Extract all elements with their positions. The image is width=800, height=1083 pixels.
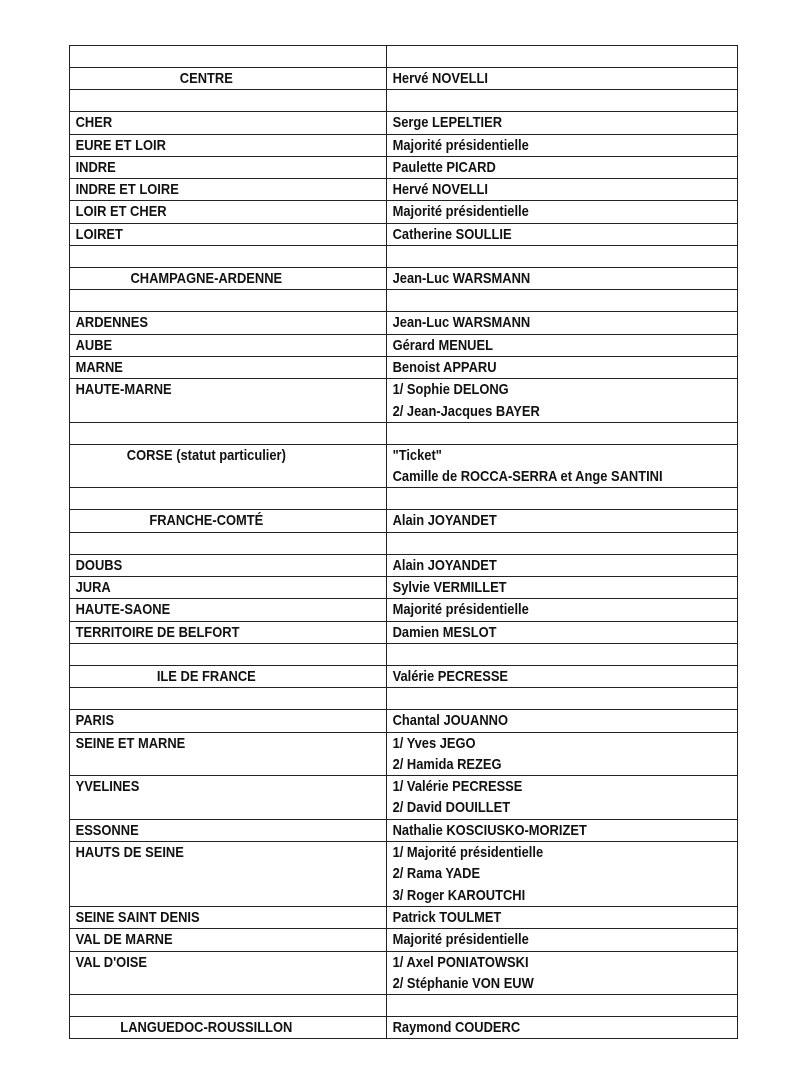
candidate-cell [387,929,689,951]
region-row [70,1017,738,1039]
candidate-cell [387,334,689,356]
blank-row [70,246,738,268]
department-name: YVELINES [75,778,139,796]
candidate-name: Alain JOYANDET [392,512,497,530]
territory-cell [70,488,343,510]
candidate-name: Patrick TOULMET [392,908,501,926]
territory-cell [70,68,343,90]
territory-cell [70,201,343,223]
candidate-cell [387,599,689,621]
candidate-name: Hervé NOVELLI [392,70,488,87]
blank-row [70,46,738,68]
department-name: VAL D'OISE [75,953,147,971]
department-row [70,906,738,928]
department-row [70,929,738,951]
department-name: VAL DE MARNE [75,931,173,949]
department-row [70,112,738,134]
candidate-cell [387,90,689,112]
territory-cell [70,379,343,423]
candidate-cell [387,444,689,488]
candidate-cell [387,906,689,928]
territory-cell [70,995,343,1017]
candidate-name: 1/ Axel PONIATOWSKI [392,953,529,971]
candidate-cell [387,554,689,576]
territory-cell [70,246,343,268]
candidate-name: 3/ Roger KAROUTCHI [392,886,525,904]
territory-cell [70,554,343,576]
territory-cell [70,732,343,776]
blank-row [70,488,738,510]
candidate-cell [387,290,689,312]
department-row [70,842,738,907]
region-row [70,68,738,90]
candidate-name: 2/ David DOUILLET [392,799,510,817]
territory-cell [70,929,343,951]
candidate-name: Majorité présidentielle [392,136,529,154]
candidate-cell [387,688,689,710]
territory-cell [70,776,343,820]
candidate-cell [387,134,689,156]
candidate-cell [387,621,689,643]
territory-cell [70,444,343,488]
department-row [70,819,738,841]
candidate-cell [387,268,689,290]
candidate-name: Sylvie VERMILLET [392,579,507,597]
candidates-table [69,45,738,1039]
department-row [70,776,738,820]
territory-cell [70,312,343,334]
candidate-name: Jean-Luc WARSMANN [392,270,530,288]
blank-row [70,643,738,665]
department-name: LOIRET [75,225,123,243]
candidate-name: Jean-Luc WARSMANN [392,314,530,332]
candidate-cell [387,1017,689,1039]
candidate-cell [387,776,689,820]
department-row [70,577,738,599]
territory-cell [70,223,343,245]
candidate-cell [387,379,689,423]
blank-row [70,532,738,554]
region-name: CORSE (statut particulier) [126,446,286,464]
region-row [70,665,738,687]
candidate-cell [387,312,689,334]
department-name: EURE ET LOIR [75,136,166,154]
region-name: LANGUEDOC-ROUSSILLON [119,1019,292,1037]
territory-cell [70,906,343,928]
territory-cell [70,643,343,665]
department-name: LOIR ET CHER [75,203,167,221]
territory-cell [70,621,343,643]
candidate-name: 1/ Majorité présidentielle [392,844,543,862]
department-row [70,334,738,356]
department-row [70,156,738,178]
department-row [70,554,738,576]
department-name: INDRE ET LOIRE [75,181,179,199]
candidate-cell [387,995,689,1017]
candidate-cell [387,488,689,510]
department-name: ESSONNE [75,821,139,839]
candidate-name: Raymond COUDERC [392,1019,520,1037]
blank-row [70,422,738,444]
territory-cell [70,1017,343,1039]
territory-cell [70,665,343,687]
department-name: SEINE ET MARNE [75,734,185,752]
department-row [70,599,738,621]
candidate-name: 2/ Stéphanie VON EUW [392,974,534,992]
candidate-name: "Ticket" [392,446,442,464]
department-name: HAUTE-MARNE [75,381,172,399]
candidate-cell [387,246,689,268]
department-name: INDRE [75,158,116,176]
territory-cell [70,179,343,201]
candidate-cell [387,643,689,665]
department-name: HAUTS DE SEINE [75,844,184,862]
candidate-cell [387,842,689,907]
department-row [70,710,738,732]
region-row [70,444,738,488]
department-row [70,621,738,643]
candidate-name: Chantal JOUANNO [392,712,508,730]
department-row [70,201,738,223]
candidate-name: 2/ Rama YADE [392,865,480,883]
table-body [70,46,738,1039]
territory-cell [70,134,343,156]
candidate-name: 1/ Sophie DELONG [392,381,509,399]
territory-cell [70,532,343,554]
department-row [70,134,738,156]
candidate-name: 2/ Hamida REZEG [392,755,502,773]
department-row [70,951,738,995]
department-row [70,179,738,201]
candidate-name: 1/ Valérie PECRESSE [392,778,522,796]
territory-cell [70,290,343,312]
candidate-cell [387,422,689,444]
territory-cell [70,422,343,444]
territory-cell [70,842,343,907]
territory-cell [70,510,343,532]
department-name: DOUBS [75,556,122,574]
candidate-cell [387,532,689,554]
department-name: PARIS [75,712,114,730]
region-name: CENTRE [179,70,233,87]
candidate-cell [387,510,689,532]
candidate-name: Catherine SOULLIE [392,225,512,243]
candidate-cell [387,951,689,995]
candidate-cell [387,819,689,841]
territory-cell [70,599,343,621]
department-name: MARNE [75,358,123,376]
territory-cell [70,334,343,356]
department-name: SEINE SAINT DENIS [75,908,200,926]
candidate-cell [387,665,689,687]
candidate-cell [387,179,689,201]
region-name: CHAMPAGNE-ARDENNE [129,270,282,288]
candidate-cell [387,156,689,178]
candidate-name: Nathalie KOSCIUSKO-MORIZET [392,821,587,839]
candidate-name: Damien MESLOT [392,623,497,641]
territory-cell [70,819,343,841]
blank-row [70,688,738,710]
candidate-cell [387,356,689,378]
candidate-name: Valérie PECRESSE [392,667,508,685]
department-name: CHER [75,114,112,132]
territory-cell [70,356,343,378]
candidate-name: Serge LEPELTIER [392,114,502,132]
department-row [70,312,738,334]
territory-cell [70,577,343,599]
candidate-name: 2/ Jean-Jacques BAYER [392,402,540,420]
blank-row [70,290,738,312]
candidate-cell [387,112,689,134]
territory-cell [70,90,343,112]
candidate-name: Hervé NOVELLI [392,181,488,199]
department-row [70,732,738,776]
region-row [70,268,738,290]
department-name: AUBE [75,336,112,354]
candidate-cell [387,68,689,90]
region-name: FRANCHE-COMTÉ [148,512,263,530]
candidate-cell [387,710,689,732]
candidate-name: Benoist APPARU [392,358,497,376]
territory-cell [70,688,343,710]
candidate-name: Majorité présidentielle [392,203,529,221]
candidate-name: Paulette PICARD [392,158,496,176]
department-name: JURA [75,579,111,597]
department-name: HAUTE-SAONE [75,601,170,619]
department-name: TERRITOIRE DE BELFORT [75,623,239,641]
candidate-name: 1/ Yves JEGO [392,734,476,752]
blank-row [70,90,738,112]
territory-cell [70,268,343,290]
department-row [70,223,738,245]
candidate-cell [387,201,689,223]
region-row [70,510,738,532]
candidate-cell [387,223,689,245]
territory-cell [70,156,343,178]
candidate-name: Majorité présidentielle [392,601,529,619]
candidate-cell [387,46,689,68]
candidate-cell [387,732,689,776]
candidate-name: Gérard MENUEL [392,336,493,354]
region-name: ILE DE FRANCE [156,667,256,685]
department-row [70,356,738,378]
candidate-cell [387,577,689,599]
territory-cell [70,112,343,134]
candidate-name: Alain JOYANDET [392,556,497,574]
territory-cell [70,710,343,732]
territory-cell [70,951,343,995]
department-name: ARDENNES [75,314,148,332]
blank-row [70,995,738,1017]
candidate-name: Majorité présidentielle [392,931,529,949]
candidate-name: Camille de ROCCA-SERRA et Ange SANTINI [392,468,663,486]
territory-cell [70,46,343,68]
department-row [70,379,738,423]
